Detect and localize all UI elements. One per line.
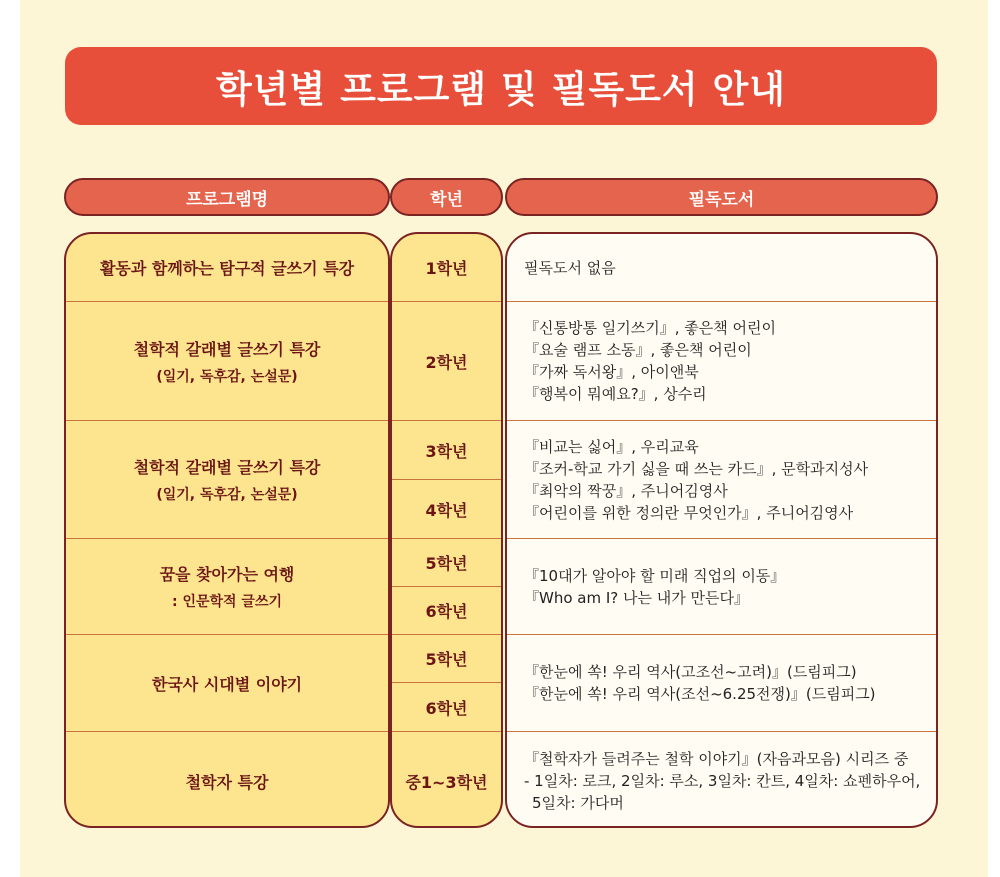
program-column	[64, 232, 390, 828]
book-line: 『Who am I? 나는 내가 만든다』	[524, 588, 749, 607]
book-line: 『요술 램프 소동』, 좋은책 어린이	[524, 341, 752, 359]
header-books: 필독도서	[505, 178, 938, 216]
program-subtitle: (일기, 독후감, 논설문)	[156, 368, 298, 385]
book-line: 『신통방통 일기쓰기』, 좋은책 어린이	[524, 319, 776, 337]
grade-label: 4학년	[425, 500, 468, 520]
program-name: 철학적 갈래별 글쓰기 특강	[133, 458, 321, 477]
grade-cell	[392, 420, 501, 479]
book-line: 『최악의 짝꿍』, 주니어김영사	[524, 481, 728, 500]
grade-cell	[392, 634, 501, 682]
grade-cell	[392, 479, 501, 538]
book-line: 『가짜 독서왕』, 아이앤북	[524, 363, 699, 381]
program-cell	[66, 420, 388, 538]
book-line: 『한눈에 쏙! 우리 역사(고조선~고려)』(드림피그)	[524, 663, 857, 681]
grade-label: 1학년	[425, 259, 468, 278]
book-line: 『10대가 알아야 할 미래 직업의 이동』	[524, 566, 786, 585]
program-cell	[66, 634, 388, 731]
page-title: 학년별 프로그램 및 필독도서 안내	[65, 47, 937, 125]
book-line: 『행복이 뭐예요?』, 상수리	[524, 385, 707, 403]
program-name: 꿈을 찾아가는 여행	[159, 565, 295, 584]
grade-cell	[392, 731, 501, 828]
books-cell	[507, 538, 936, 634]
program-cell	[66, 731, 388, 828]
grade-label: 5학년	[425, 650, 468, 669]
book-line: - 1일차: 로크, 2일차: 루소, 3일차: 칸트, 4일차: 쇼펜하우어,	[524, 772, 921, 790]
grade-label: 6학년	[425, 602, 468, 621]
books-cell	[507, 420, 936, 538]
grade-label: 5학년	[425, 554, 468, 573]
program-cell	[66, 538, 388, 634]
book-line: 『어린이를 위한 정의란 무엇인가』, 주니어김영사	[524, 503, 854, 522]
program-name: 한국사 시대별 이야기	[151, 674, 303, 694]
program-name: 철학자 특강	[185, 772, 269, 792]
books-cell	[507, 731, 936, 828]
grade-label: 중1~3학년	[405, 772, 488, 792]
books-column	[505, 232, 938, 828]
program-name: 철학적 갈래별 글쓰기 특강	[133, 339, 321, 359]
grade-column	[390, 232, 503, 828]
grade-cell	[392, 234, 501, 301]
book-line: 필독도서 없음	[524, 258, 616, 277]
program-subtitle: : 인문학적 글쓰기	[171, 594, 282, 610]
grade-label: 6학년	[425, 698, 468, 718]
book-line: 『조커-학교 가기 싫을 때 쓰는 카드』, 문학과지성사	[524, 459, 869, 478]
book-line: 『한눈에 쏙! 우리 역사(조선~6.25전쟁)』(드림피그)	[524, 685, 876, 703]
book-line: 『비교는 싫어』, 우리교육	[524, 437, 699, 456]
grade-label: 3학년	[425, 441, 468, 461]
grade-cell	[392, 301, 501, 420]
program-subtitle: (일기, 독후감, 논설문)	[156, 487, 298, 503]
grade-cell	[392, 586, 501, 634]
program-name: 활동과 함께하는 탐구적 글쓰기 특강	[99, 259, 355, 278]
grade-cell	[392, 538, 501, 586]
books-cell	[507, 634, 936, 731]
grade-label: 2학년	[425, 352, 468, 372]
books-cell	[507, 301, 936, 420]
books-cell	[507, 234, 936, 301]
header-program: 프로그램명	[64, 178, 390, 216]
header-grade: 학년	[390, 178, 503, 216]
book-line: 5일차: 가다머	[532, 794, 624, 812]
grade-cell	[392, 682, 501, 731]
program-cell	[66, 301, 388, 420]
program-cell	[66, 234, 388, 301]
book-line: 『철학자가 들려주는 철학 이야기』(자음과모음) 시리즈 중	[524, 750, 909, 768]
